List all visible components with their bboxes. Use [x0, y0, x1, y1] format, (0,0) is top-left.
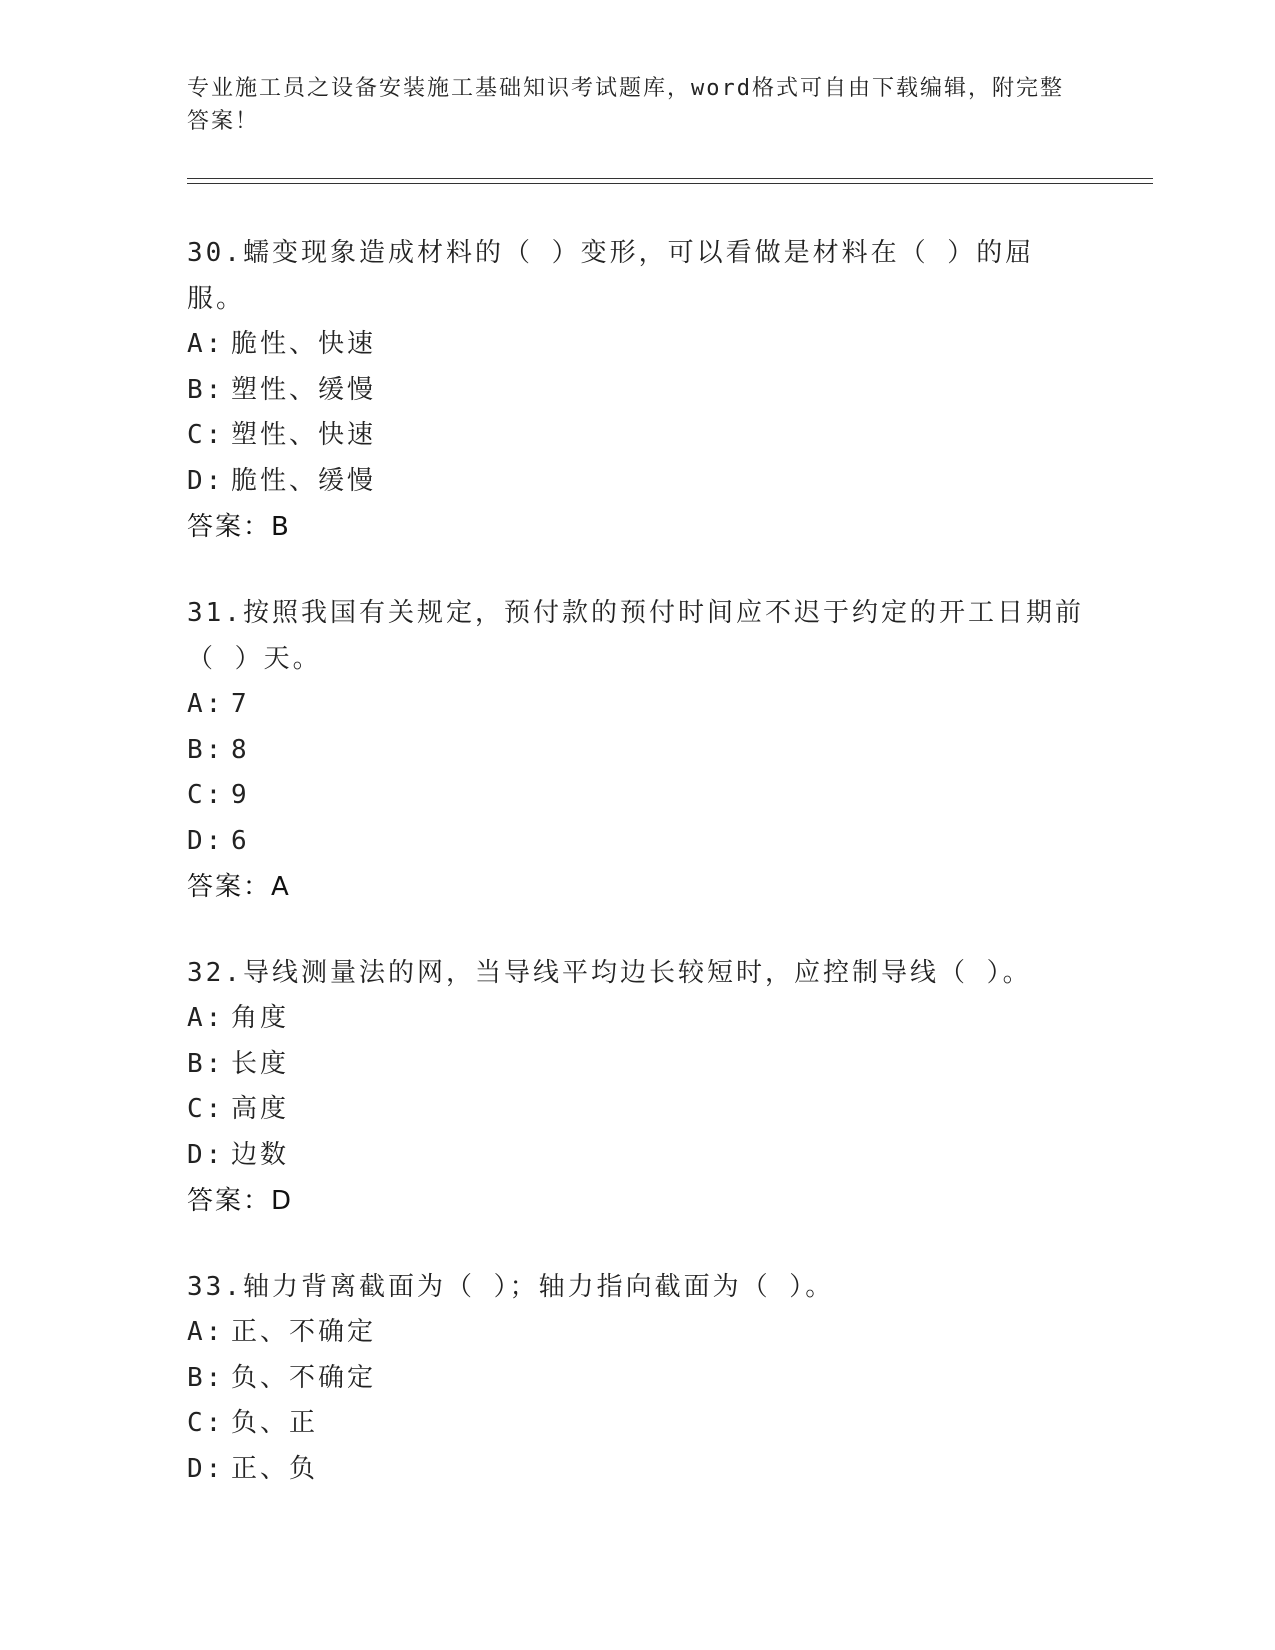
option-letter: A: — [187, 1317, 225, 1347]
option-d — [187, 459, 1087, 505]
option-c — [187, 1401, 1087, 1447]
option-letter: B: — [187, 374, 225, 405]
option-a — [187, 996, 1087, 1042]
option-text: 塑性、缓慢 — [231, 374, 377, 405]
question-30 — [187, 230, 1087, 550]
option-text: 8 — [231, 734, 250, 765]
option-letter: D: — [187, 465, 225, 496]
option-c — [187, 1087, 1087, 1133]
option-d — [187, 1133, 1087, 1179]
option-letter: C: — [187, 420, 225, 450]
option-letter: D: — [187, 1453, 225, 1484]
option-d — [187, 819, 1087, 865]
option-text: 脆性、缓慢 — [231, 465, 377, 496]
option-letter: C: — [187, 780, 225, 810]
option-text: 长度 — [231, 1048, 290, 1079]
option-b — [187, 368, 1087, 414]
option-text: 塑性、快速 — [231, 420, 377, 450]
option-letter: D: — [187, 1139, 225, 1170]
option-text: 7 — [231, 689, 250, 719]
option-letter: C: — [187, 1408, 225, 1438]
option-c — [187, 413, 1087, 459]
header-divider-top — [187, 178, 1153, 179]
answer-line: 答案：A — [187, 872, 291, 902]
option-text: 6 — [231, 825, 250, 856]
question-33 — [187, 1264, 1087, 1492]
option-b — [187, 728, 1087, 774]
option-letter: D: — [187, 825, 225, 856]
option-text: 正、不确定 — [231, 1317, 377, 1347]
document-header: 专业施工员之设备安装施工基础知识考试题库，word格式可自由下载编辑，附完整答案！ — [187, 76, 1064, 134]
option-d — [187, 1447, 1087, 1493]
option-letter: A: — [187, 689, 225, 719]
option-letter: C: — [187, 1094, 225, 1124]
option-letter: B: — [187, 1362, 225, 1393]
question-stem: 33.轴力背离截面为（ ）；轴力指向截面为（ ）。 — [187, 1272, 835, 1302]
option-text: 负、不确定 — [231, 1362, 377, 1393]
option-a — [187, 322, 1087, 368]
question-stem: 32.导线测量法的网，当导线平均边长较短时，应控制导线（ ）。 — [187, 958, 1032, 988]
question-stem: 30.蠕变现象造成材料的（ ）变形，可以看做是材料在（ ）的屈服。 — [187, 238, 1035, 314]
option-text: 边数 — [231, 1139, 290, 1170]
option-letter: B: — [187, 1048, 225, 1079]
option-a — [187, 682, 1087, 728]
option-a — [187, 1310, 1087, 1356]
option-letter: A: — [187, 329, 225, 359]
option-text: 正、负 — [231, 1453, 319, 1484]
answer-line: 答案：B — [187, 512, 291, 542]
question-stem: 31.按照我国有关规定，预付款的预付时间应不迟于约定的开工日期前（ ）天。 — [187, 598, 1084, 674]
option-text: 脆性、快速 — [231, 329, 377, 359]
option-letter: B: — [187, 734, 225, 765]
option-text: 高度 — [231, 1094, 290, 1124]
answer-line: 答案：D — [187, 1186, 294, 1216]
option-text: 9 — [231, 780, 250, 810]
option-b — [187, 1356, 1087, 1402]
option-letter: A: — [187, 1003, 225, 1033]
question-list — [187, 230, 1087, 1532]
option-b — [187, 1042, 1087, 1088]
option-c — [187, 773, 1087, 819]
question-32 — [187, 950, 1087, 1224]
option-text: 负、正 — [231, 1408, 319, 1438]
question-31 — [187, 590, 1087, 910]
header-divider-bottom — [187, 183, 1153, 184]
option-text: 角度 — [231, 1003, 290, 1033]
